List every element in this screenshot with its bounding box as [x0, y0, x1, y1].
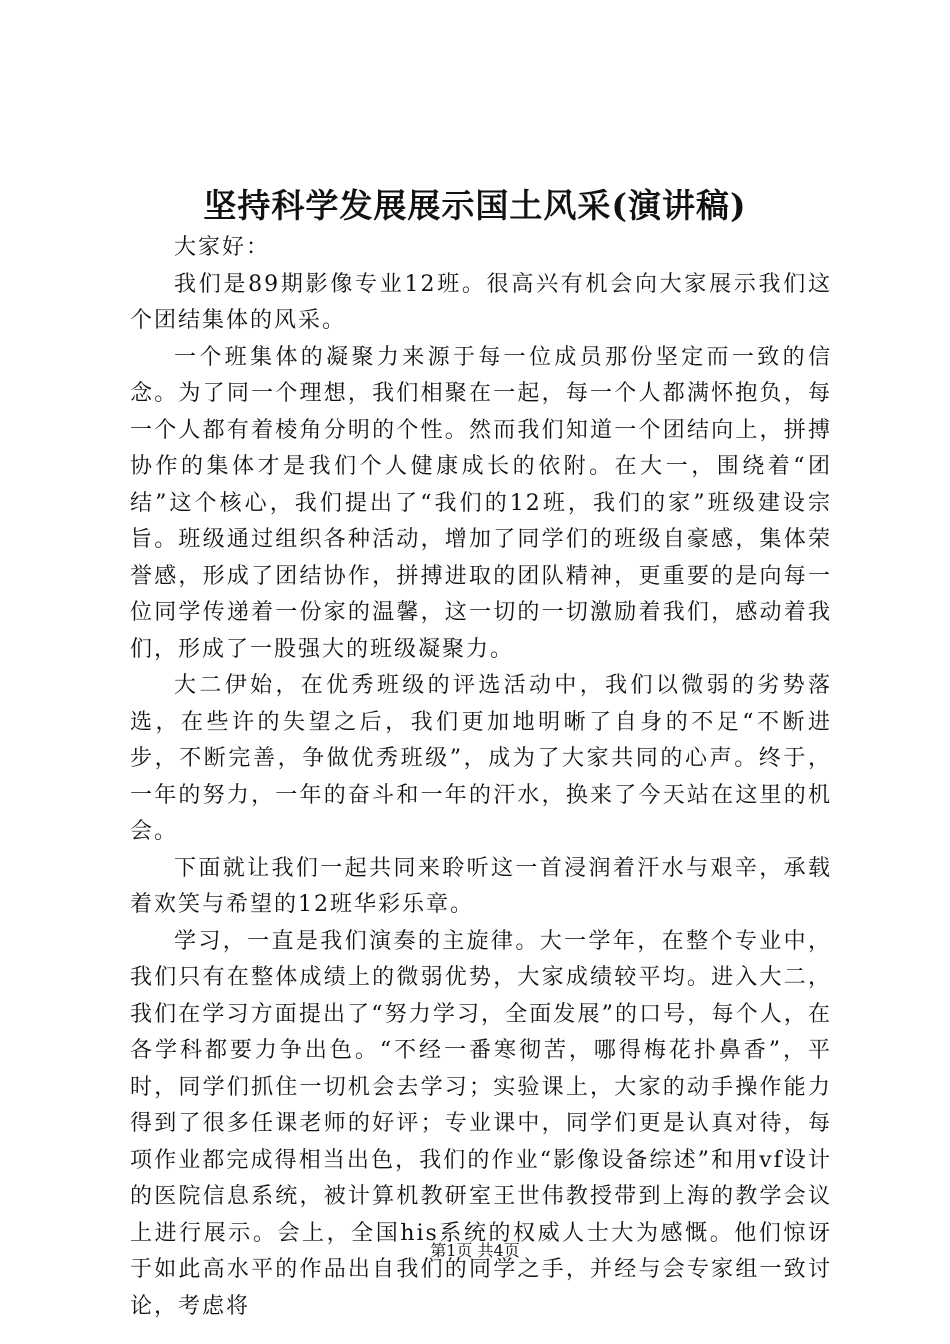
- paragraph-study: 学习，一直是我们演奏的主旋律。大一学年，在整个专业中，我们只有在整体成绩上的微弱优势，大家成绩较平均。进入大二，我们在学习方面提出了“努力学习，全面发展”的口号，每个人，在各学科都要力争出色。“不经一番寒彻苦，哪得梅花扑鼻香”，平时，同学们抓住一切机会去学习；实验课上，大家的动手操作能力得到了很多任课老师的好评；专业课中，同学们更是认真对待，每项作业都完成得相当出色，我们的作业“影像设备综述”和用vf设计的医院信息系统，被计算机教研室王世伟教授带到上海的教学会议上进行展示。会上，全国his系统的权威人士大为感慨。他们惊讶于如此高水平的作品出自我们的同学之手，并经与会专家组一致讨论，考虑将: [130, 928, 832, 1319]
- paragraph-second-year: 大二伊始，在优秀班级的评选活动中，我们以微弱的劣势落选，在些许的失望之后，我们更加地明晰了自身的不足“不断进步，不断完善，争做优秀班级”，成为了大家共同的心声。终于，一年的努力，一年的奋斗和一年的汗水，换来了今天站在这里的机会。: [130, 673, 832, 844]
- page-footer: 第1页 共4页: [430, 1241, 520, 1260]
- paragraph-transition: 下面就让我们一起共同来聆听这一首浸润着汗水与艰辛，承载着欢笑与希望的12班华彩乐章。: [130, 855, 832, 917]
- document-title: 坚持科学发展展示国土风采(演讲稿): [203, 186, 747, 225]
- paragraph-cohesion: 一个班集体的凝聚力来源于每一位成员那份坚定而一致的信念。为了同一个理想，我们相聚在一起，每一个人都满怀抱负，每一个人都有着棱角分明的个性。然而我们知道一个团结向上，拼搏协作的集体才是我们个人健康成长的依附。在大一，围绕着“团结”这个核心，我们提出了“我们的12班，我们的家”班级建设宗旨。班级通过组织各种活动，增加了同学们的班级自豪感，集体荣誉感，形成了团结协作，拼搏进取的团队精神，更重要的是向每一位同学传递着一份家的温馨，这一切的一切激励着我们，感动着我们，形成了一股强大的班级凝聚力。: [130, 344, 832, 662]
- document-body: [130, 230, 832, 1325]
- paragraph-greeting: 大家好：: [174, 235, 271, 260]
- paragraph-intro: 我们是89期影像专业12班。很高兴有机会向大家展示我们这个团结集体的风采。: [130, 271, 832, 333]
